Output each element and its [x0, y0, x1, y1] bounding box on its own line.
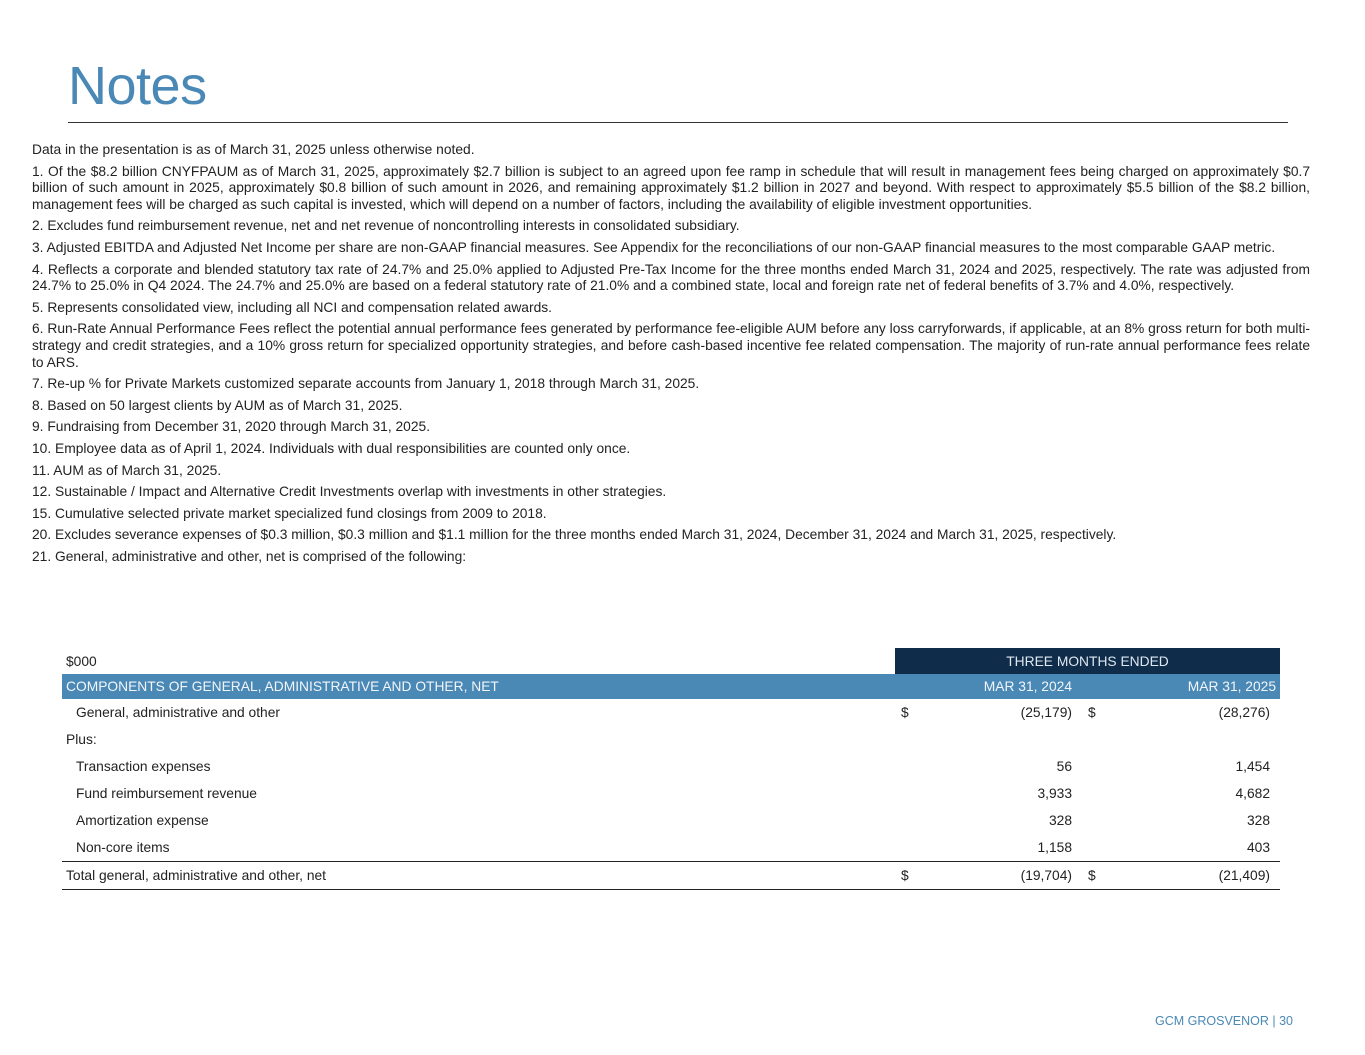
note-5: 5. Represents consolidated view, including all NCI and compensation related awards. [32, 299, 552, 315]
note-8: 8. Based on 50 largest clients by AUM as of March 31, 2025. [32, 397, 403, 413]
page-title: Notes [68, 56, 207, 116]
table-row: Fund reimbursement revenue 3,933 4,682 [76, 786, 1270, 801]
column-header-2024: MAR 31, 2024 [921, 674, 1082, 699]
note-20: 20. Excludes severance expenses of $0.3 million, $0.3 million and $1.1 million for the three months ended March 31, 2024, December 31, 2024 and March 31, 2025, respectively. [32, 527, 1117, 543]
ga-components-table [62, 648, 1280, 890]
note-21: 21. General, administrative and other, net is comprised of the following: [32, 548, 467, 564]
notes-list [32, 142, 1310, 570]
note-10: 10. Employee data as of April 1, 2024. Individuals with dual responsibilities are counted only once. [32, 440, 631, 456]
note-intro: Data in the presentation is as of March 31, 2025 unless otherwise noted. [32, 142, 475, 157]
table-row: Amortization expense 328 328 [76, 813, 1270, 828]
note-1: 1. Of the $8.2 billion CNYFPAUM as of March 31, 2025, approximately $2.7 billion is subject to an agreed upon fee ramp in schedule that will result in management fees being charged on approximately $0.7 billion of such amount in 2025, approximately $0.8 billion of such amount in 2026, and remaining approximately $1.2 billion in 2027 and beyond. With respect to approximately $5.5 billion of the $8.2 billion, management fees will be charged as such capital is invested, which will depend on a number of factors, including the availability of eligible investment opportunities. [32, 163, 1310, 212]
table-subheader-row [62, 674, 1280, 699]
note-7: 7. Re-up % for Private Markets customized separate accounts from January 1, 2018 through March 31, 2025. [32, 376, 700, 392]
note-12: 12. Sustainable / Impact and Alternative Credit Investments overlap with investments in other strategies. [32, 484, 667, 500]
note-11: 11. AUM as of March 31, 2025. [32, 462, 222, 478]
unit-label: $000 [66, 653, 97, 669]
section-header: COMPONENTS OF GENERAL, ADMINISTRATIVE AND OTHER, NET [62, 674, 895, 699]
table-row: General, administrative and other $ (25,179) $ (28,276) [76, 705, 1270, 720]
title-divider [68, 122, 1288, 123]
table-total-row: Total general, administrative and other, net $ (19,704) $ (21,409) [62, 862, 1280, 890]
note-3: 3. Adjusted EBITDA and Adjusted Net Income per share are non-GAAP financial measures. See Appendix for the reconciliations of our non-GAAP financial measures to the most comparable GAAP metric. [32, 239, 1276, 255]
note-6: 6. Run-Rate Annual Performance Fees reflect the potential annual performance fees generated by performance fee-eligible AUM before any loss carryforwards, if applicable, at an 8% gross return for both multi-strategy and credit strategies, and a 10% gross return for specialized opportunity strategies, and before cash-based incentive fee related compensation. The majority of run-rate annual performance fees relate to ARS. [32, 321, 1310, 370]
table-row: Plus: [66, 732, 97, 747]
table-header-row [62, 648, 1280, 674]
page-footer: GCM GROSVENOR | 30 [1155, 1014, 1293, 1028]
period-header: THREE MONTHS ENDED [895, 648, 1280, 674]
note-9: 9. Fundraising from December 31, 2020 through March 31, 2025. [32, 419, 431, 435]
note-15: 15. Cumulative selected private market specialized fund closings from 2009 to 2018. [32, 505, 547, 521]
table-row: Transaction expenses 56 1,454 [76, 759, 1270, 774]
note-4: 4. Reflects a corporate and blended statutory tax rate of 24.7% and 25.0% applied to Adjusted Pre-Tax Income for the three months ended March 31, 2024 and 2025, respectively. The rate was adjusted from 24.7% to 25.0% in Q4 2024. The 24.7% and 25.0% are based on a federal statutory rate of 21.0% and a combined state, local and foreign rate net of federal benefits of 3.7% and 4.0%, respectively. [32, 261, 1310, 294]
column-header-2025: MAR 31, 2025 [1108, 674, 1280, 699]
note-2: 2. Excludes fund reimbursement revenue, net and net revenue of noncontrolling interests in consolidated subsidiary. [32, 218, 740, 234]
table-row: Non-core items 1,158 403 [62, 834, 1280, 862]
